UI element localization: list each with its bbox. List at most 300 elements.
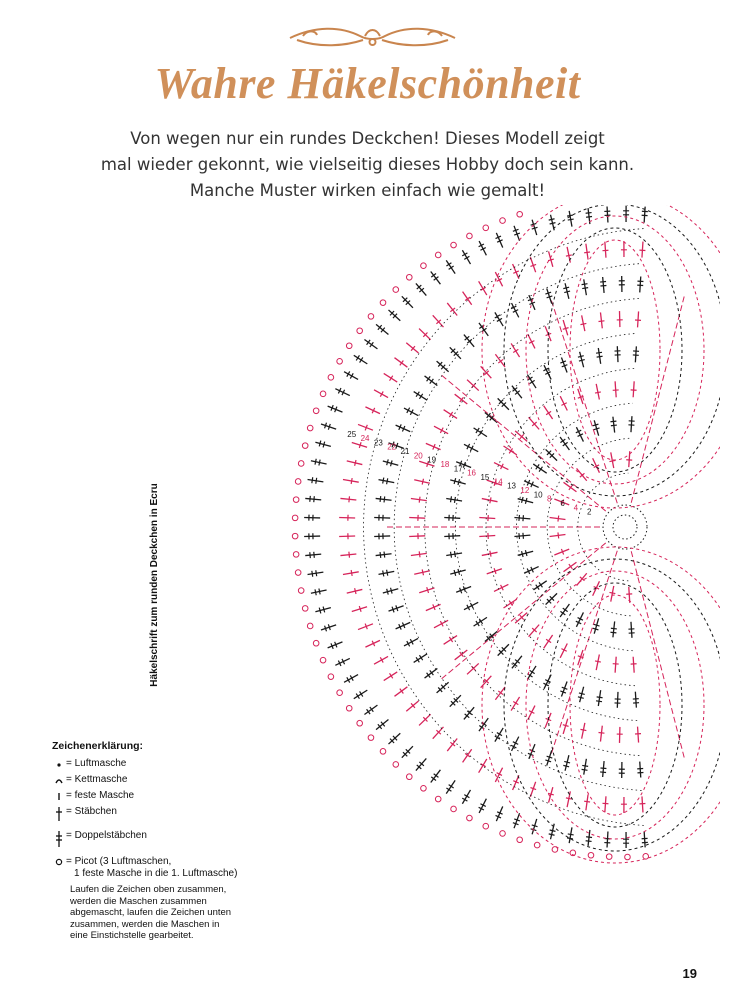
picot-mark (380, 300, 386, 306)
stitch-mark (598, 733, 604, 734)
picot-mark (307, 425, 313, 431)
picot-mark (517, 837, 523, 843)
stitch-mark (523, 515, 524, 521)
stitch-mark (474, 617, 487, 626)
round-number: 14 (493, 477, 503, 487)
legend-heading: Zeichenerklärung: (52, 740, 144, 752)
stitch-mark (635, 692, 636, 708)
stitch-mark (549, 219, 555, 220)
stitch-mark (584, 801, 590, 802)
petal-row (482, 547, 720, 863)
stitch-mark (406, 701, 418, 711)
stitch-mark (578, 697, 584, 699)
round-number: 15 (480, 473, 490, 483)
picot-mark (313, 640, 319, 646)
center-ring (613, 515, 637, 539)
round-number: 4 (573, 503, 579, 513)
stitch-mark (582, 284, 588, 285)
legend (52, 740, 262, 942)
stitch-mark (479, 517, 495, 518)
stitch-mark (582, 288, 588, 289)
stitch-mark (355, 588, 356, 594)
round-number: 24 (360, 434, 370, 444)
round-number: 8 (547, 494, 552, 504)
stitch-mark (569, 827, 572, 843)
stitch-mark (454, 551, 455, 557)
stitch-mark (446, 780, 455, 793)
stitch-mark (383, 478, 384, 484)
stitch-mark (550, 517, 566, 519)
stitch-mark (467, 663, 479, 674)
stitch-mark (631, 416, 632, 432)
stitch-mark (633, 381, 634, 397)
stitch-mark (305, 554, 321, 555)
stitch-mark (465, 297, 470, 300)
stitch-mark (514, 535, 530, 536)
stitch-mark (314, 496, 315, 502)
picot-mark (606, 854, 612, 860)
stitch-mark (580, 323, 586, 324)
stitch-mark (383, 571, 384, 577)
stitch-mark (349, 552, 350, 558)
stitch-mark (613, 417, 615, 433)
stitch-mark (495, 312, 503, 326)
stitch-mark (359, 606, 361, 612)
stitch-mark (419, 551, 420, 557)
diagram-caption: Häkelschrift zum runden Deckchen in Ecru (149, 483, 160, 687)
stitch-mark (367, 709, 371, 714)
stitch-mark (600, 285, 606, 286)
picot-mark (295, 570, 301, 576)
stitch-mark (596, 701, 602, 702)
picot-mark (534, 842, 540, 848)
stitch-mark (384, 496, 385, 502)
stitch-mark (340, 554, 356, 556)
stitch-mark (564, 482, 577, 491)
stitch-mark (511, 697, 519, 711)
stitch-mark (419, 714, 431, 725)
stitch-mark (584, 252, 590, 253)
round-number: 6 (560, 498, 565, 508)
stitch-mark (454, 497, 455, 503)
picot-mark (625, 854, 631, 860)
stitch-mark (315, 589, 316, 595)
petal-row (548, 583, 682, 827)
stitch-mark (579, 360, 585, 362)
stitch-mark (411, 553, 427, 555)
stitch-mark (611, 586, 614, 602)
stitch-mark (522, 551, 524, 557)
stitch-mark (449, 785, 454, 788)
stitch-mark (308, 572, 324, 574)
round-number: 16 (467, 468, 477, 478)
stitch-mark (609, 460, 615, 461)
stitch-mark (479, 281, 487, 295)
stitch-mark (514, 517, 530, 518)
intro-text (60, 126, 675, 204)
legend-item: = Stäbchen (52, 806, 262, 822)
stitch-mark (444, 410, 457, 419)
stitch-mark (544, 406, 553, 419)
stitch-mark (595, 661, 601, 662)
stitch-mark (446, 263, 451, 266)
picot-mark (643, 854, 649, 860)
legend-note: Laufen die Zeichen oben zusammen, werden die Maschen zusammen abgemascht, laufen die Zeichen unten zusammen, werden die Maschen in eine Einstichstelle gearbeitet. (70, 884, 232, 941)
stitch-mark (603, 761, 604, 777)
picot-mark (293, 552, 299, 558)
picot-mark (483, 225, 489, 231)
stitch-mark (312, 571, 313, 577)
picot-mark (302, 606, 308, 612)
stitch-mark (600, 282, 606, 283)
stitch-mark (319, 608, 321, 614)
stitch-mark (610, 632, 616, 633)
picot-mark (293, 497, 299, 503)
stitch-mark (354, 690, 368, 699)
picot-mark (406, 274, 412, 280)
picot-mark (380, 749, 386, 755)
stitch-mark (568, 834, 574, 835)
round-number: 19 (427, 455, 437, 465)
stitch-mark (596, 352, 602, 353)
stitch-mark (582, 765, 588, 766)
stitch-mark (481, 366, 492, 378)
picot-mark (451, 806, 457, 812)
round-number: 23 (373, 438, 383, 448)
stitch-mark (312, 477, 313, 483)
stitch-mark (444, 517, 460, 518)
stitch-mark (319, 441, 321, 447)
round-number: 25 (347, 429, 357, 439)
picot-mark (320, 391, 326, 397)
stitch-mark (310, 496, 311, 502)
stitch-mark (593, 424, 599, 426)
stitch-mark (376, 498, 392, 500)
stitch-mark (529, 625, 540, 637)
picot-mark (337, 690, 343, 696)
intro-line: Von wegen nur ein rundes Deckchen! Dieses Modell zeigt (130, 129, 605, 148)
stitch-mark (343, 480, 359, 483)
stitch-mark (640, 276, 641, 292)
stitch-mark (374, 517, 390, 518)
picot-mark (451, 242, 457, 248)
stitch-mark (511, 343, 519, 357)
stitch-mark (586, 794, 588, 810)
stitch-mark (550, 830, 556, 831)
picot-mark (435, 252, 441, 258)
petal-row (570, 240, 660, 460)
picot-mark (435, 796, 441, 802)
stitch-mark (564, 562, 577, 571)
picot-mark (500, 218, 506, 224)
stitch-mark (394, 687, 407, 696)
stitch-mark (387, 589, 389, 595)
stitch-mark (447, 303, 457, 316)
stitch-mark (635, 346, 636, 362)
stitch-mark (465, 753, 470, 756)
stitch-mark (387, 459, 389, 465)
stitch-mark (490, 551, 491, 557)
stitch-mark (615, 381, 616, 397)
stitch-mark (607, 832, 608, 848)
stitch-mark (640, 762, 641, 778)
bar-icon (52, 790, 66, 802)
stitch-mark (379, 571, 395, 574)
stitch-mark (315, 459, 316, 465)
petal-row (526, 571, 704, 839)
stitch-mark (379, 480, 395, 483)
stitch-mark (458, 479, 460, 485)
round-number: 12 (520, 486, 530, 496)
stitch-mark (536, 585, 539, 590)
stitch-mark (411, 498, 427, 500)
spoke-line (440, 543, 606, 680)
stitch-mark (534, 464, 547, 473)
picot-mark (421, 785, 427, 791)
stitch-mark (586, 837, 592, 838)
stitch-mark (340, 498, 356, 500)
stitch-mark (504, 599, 517, 608)
stitch-mark (564, 761, 570, 762)
stitch-mark (611, 425, 617, 426)
legend-item: = feste Masche (52, 790, 262, 802)
stitch-mark (419, 329, 431, 340)
stitch-mark (433, 315, 444, 327)
stitch-mark (642, 796, 643, 812)
stitch-mark (532, 227, 538, 229)
stitch-mark (414, 654, 427, 663)
stitch-mark (525, 550, 527, 556)
petal-row (504, 205, 720, 496)
stitch-mark (479, 535, 495, 536)
round-number: 22 (387, 442, 397, 452)
picot-mark (368, 735, 374, 741)
picot-mark (337, 358, 343, 364)
stitch-mark (563, 287, 569, 288)
stitch-mark (539, 582, 542, 587)
stitch-mark (349, 496, 350, 502)
stitch-mark (479, 759, 487, 773)
stitch-mark (566, 798, 572, 799)
single-cross-stitch-icon (52, 806, 66, 822)
stitch-mark (323, 607, 325, 613)
stitch-mark (351, 570, 352, 576)
round-number: 21 (400, 447, 410, 457)
stitch-mark (563, 442, 568, 446)
stitch-mark (617, 692, 618, 708)
page-number: 19 (682, 966, 697, 981)
round-number: 2 (586, 507, 592, 517)
stitch-mark (447, 739, 457, 752)
intro-line: mal wieder gekonnt, wie vielseitig dieses Hobby doch sein kann. (100, 155, 635, 174)
stitch-mark (578, 356, 584, 358)
stitch-mark (586, 213, 592, 214)
stitch-mark (594, 624, 600, 626)
dot-icon (52, 758, 66, 770)
stitch-mark (355, 460, 356, 466)
stitch-mark (376, 554, 392, 556)
stitch-mark (343, 572, 359, 575)
stitch-mark (387, 570, 388, 576)
stitch-mark (323, 442, 325, 448)
legend-item: = Doppelstäbchen (52, 830, 262, 848)
picot-mark (346, 343, 352, 349)
stitch-mark (546, 639, 551, 642)
stitch-mark (597, 356, 603, 357)
stitch-mark (611, 628, 617, 629)
picot-mark (500, 831, 506, 837)
stitch-mark (367, 340, 371, 345)
stitch-mark (569, 211, 572, 227)
page-title: Wahre Häkelschönheit (154, 59, 581, 108)
stitch-mark (638, 311, 639, 327)
stitch-mark (409, 517, 425, 518)
picot-mark (346, 705, 352, 711)
stitch-mark (532, 825, 538, 827)
stitch-mark (422, 479, 423, 485)
stitch-mark (449, 266, 454, 269)
stitch-mark (603, 277, 604, 293)
stitch-mark (370, 342, 374, 347)
stitch-mark (374, 536, 390, 537)
stitch-mark (523, 533, 524, 539)
stitch-mark (615, 657, 616, 673)
stitch-mark (539, 467, 542, 472)
picot-mark (467, 815, 473, 821)
stitch-mark (558, 516, 559, 522)
stitch-mark (633, 657, 634, 673)
round-number: 10 (533, 490, 543, 500)
stitch-mark (370, 707, 374, 712)
stitch-mark (339, 517, 355, 518)
stitch-mark (522, 497, 524, 503)
picot-mark (298, 588, 304, 594)
stitch-mark (316, 570, 317, 576)
stitch-mark (584, 759, 587, 775)
stitch-mark (519, 515, 520, 521)
stitch-mark (600, 772, 606, 773)
stitch-mark (462, 250, 470, 264)
stitch-mark (433, 727, 444, 739)
stitch-mark (515, 613, 527, 624)
stitch-mark (567, 838, 573, 839)
stitch-mark (566, 255, 572, 256)
picot-mark (298, 461, 304, 467)
stitch-mark (563, 765, 569, 766)
stitch-mark (354, 355, 368, 364)
stitch-mark (563, 328, 569, 330)
picot-mark (328, 375, 334, 381)
stitch-mark (451, 496, 452, 502)
stitch-mark (638, 727, 639, 743)
stitch-mark (586, 244, 588, 260)
picot-mark (588, 852, 594, 858)
stitch-mark (580, 729, 586, 730)
stitch-mark (560, 439, 565, 443)
center-ring (603, 505, 647, 549)
circle-icon (52, 856, 66, 868)
stitch-mark (534, 581, 547, 590)
picot-mark (517, 211, 523, 217)
stitch-mark (607, 207, 608, 223)
stitch-mark (490, 497, 491, 503)
legend-item: = Picot (3 Luftmaschen, 1 feste Masche in die 1. Luftmasche) (52, 856, 262, 880)
round-number: 20 (413, 451, 423, 461)
stitch-mark (527, 375, 536, 388)
stitch-mark (444, 536, 460, 537)
picot-mark (357, 328, 363, 334)
stitch-mark (380, 552, 381, 558)
stitch-mark (351, 478, 352, 484)
stitch-mark (600, 312, 602, 328)
stitch-mark (610, 421, 616, 422)
legend-item: = Kettmasche (52, 774, 262, 786)
stitch-mark (409, 536, 425, 537)
stitch-mark (455, 394, 468, 404)
stitch-mark (446, 553, 462, 556)
stitch-mark (631, 622, 632, 638)
stitch-mark (458, 569, 460, 575)
picot-mark (292, 515, 298, 521)
stitch-mark (467, 380, 479, 391)
stitch-mark (605, 242, 606, 258)
stitch-mark (406, 343, 418, 353)
arc-icon (52, 774, 66, 786)
round-number: 18 (440, 460, 450, 470)
round-number: 13 (507, 481, 516, 491)
stitch-mark (394, 358, 407, 367)
stitch-mark (455, 650, 468, 660)
picot-mark (357, 720, 363, 726)
stitch-mark (515, 431, 527, 442)
stitch-mark (584, 279, 587, 295)
picot-mark (368, 314, 374, 320)
stitch-mark (544, 635, 553, 648)
stitch-mark (558, 532, 559, 538)
stitch-mark (609, 592, 615, 593)
stitch-mark (422, 569, 423, 575)
picot-mark (328, 674, 334, 680)
stitch-mark (529, 417, 540, 429)
stitch-mark (613, 621, 615, 637)
picot-mark (406, 774, 412, 780)
stitch-mark (600, 768, 606, 769)
stitch-mark (462, 790, 470, 804)
stitch-mark (446, 499, 462, 502)
stitch-mark (600, 726, 602, 742)
stitch-mark (339, 536, 355, 537)
stitch-mark (319, 460, 320, 466)
double-cross-stitch-icon (52, 830, 66, 848)
stitch-mark (586, 841, 592, 842)
stitch-mark (594, 428, 600, 430)
stitch-mark (380, 496, 381, 502)
petal-row (504, 559, 720, 851)
petal-row (570, 595, 660, 815)
stitch-mark (446, 260, 455, 273)
stitch-mark (495, 728, 503, 742)
stitch-mark (568, 219, 574, 220)
picot-mark (313, 408, 319, 414)
stitch-mark (305, 498, 321, 499)
picot-mark (307, 623, 313, 629)
stitch-mark (391, 588, 393, 594)
stitch-mark (642, 242, 643, 258)
stitch-mark (454, 570, 456, 576)
stitch-mark (314, 552, 315, 558)
stitch-mark (582, 769, 588, 770)
stitch-mark (454, 478, 456, 484)
